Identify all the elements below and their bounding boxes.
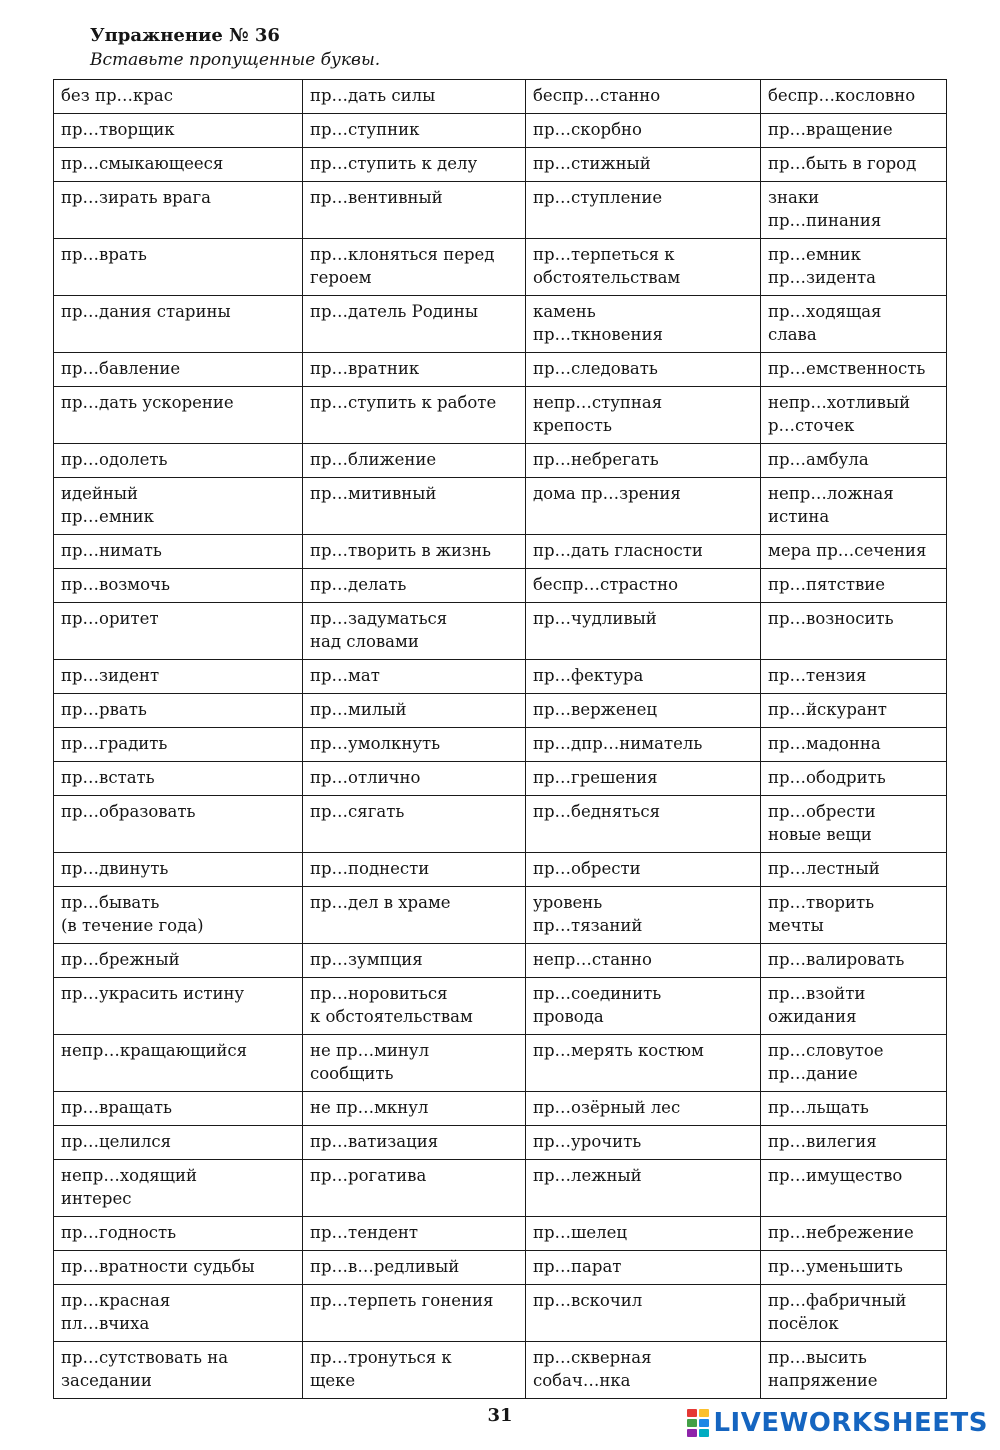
word-cell: пр…тендент xyxy=(303,1217,526,1251)
word-cell: пр…йскурант xyxy=(761,694,947,728)
word-cell: пр…тронуться к щеке xyxy=(303,1342,526,1399)
word-cell: дома пр…зрения xyxy=(526,478,761,535)
word-cell: пр…возмочь xyxy=(54,569,303,603)
table-row xyxy=(54,728,947,762)
word-cell: пр…ватизация xyxy=(303,1126,526,1160)
word-cell: непр…хотливый р…сточек xyxy=(761,387,947,444)
word-cell: пр…терпеть гонения xyxy=(303,1285,526,1342)
word-cell: пр…милый xyxy=(303,694,526,728)
word-cell: пр…умолкнуть xyxy=(303,728,526,762)
word-cell: пр…вентивный xyxy=(303,182,526,239)
word-cell: пр…дать гласности xyxy=(526,535,761,569)
word-cell: пр…норовиться к обстоятельствам xyxy=(303,978,526,1035)
word-cell: пр…вилегия xyxy=(761,1126,947,1160)
word-cell: не пр…минул сообщить xyxy=(303,1035,526,1092)
table-row xyxy=(54,353,947,387)
table-row xyxy=(54,1126,947,1160)
word-cell: пр…творщик xyxy=(54,114,303,148)
word-cell: не пр…мкнул xyxy=(303,1092,526,1126)
word-cell: пр…мерять костюм xyxy=(526,1035,761,1092)
page-number: 31 xyxy=(487,1405,513,1426)
table-row xyxy=(54,1217,947,1251)
word-cell: пр…смыкающееся xyxy=(54,148,303,182)
word-cell: пр…рвать xyxy=(54,694,303,728)
word-cell: пр…целился xyxy=(54,1126,303,1160)
word-cell: пр…вратности судьбы xyxy=(54,1251,303,1285)
table-row xyxy=(54,660,947,694)
word-cell: пр…возносить xyxy=(761,603,947,660)
word-cell: пр…фектура xyxy=(526,660,761,694)
word-cell: непр…станно xyxy=(526,944,761,978)
table-row xyxy=(54,296,947,353)
word-cell: пр…задуматься над словами xyxy=(303,603,526,660)
word-cell: пр…небрежение xyxy=(761,1217,947,1251)
word-cell: непр…ступная крепость xyxy=(526,387,761,444)
word-cell: пр…бедняться xyxy=(526,796,761,853)
word-cell: пр…словутое пр…дание xyxy=(761,1035,947,1092)
word-cell: пр…дпр…ниматель xyxy=(526,728,761,762)
word-cell: пр…чудливый xyxy=(526,603,761,660)
table-row xyxy=(54,944,947,978)
word-cell: знаки пр…пинания xyxy=(761,182,947,239)
exercise-instruction: Вставьте пропущенные буквы. xyxy=(90,50,381,70)
table-row xyxy=(54,569,947,603)
word-cell: пр…ступить к делу xyxy=(303,148,526,182)
word-cell: пр…творить мечты xyxy=(761,887,947,944)
word-cell: пр…ступник xyxy=(303,114,526,148)
word-cell: пр…дания старины xyxy=(54,296,303,353)
table-row xyxy=(54,239,947,296)
word-cell: пр…рогатива xyxy=(303,1160,526,1217)
word-cell: пр…вскочил xyxy=(526,1285,761,1342)
table-row xyxy=(54,148,947,182)
word-cell: пр…образовать xyxy=(54,796,303,853)
word-cell: пр…озёрный лес xyxy=(526,1092,761,1126)
table-row xyxy=(54,1035,947,1092)
word-cell: пр…бавление xyxy=(54,353,303,387)
word-cell: пр…грешения xyxy=(526,762,761,796)
word-cell: пр…емственность xyxy=(761,353,947,387)
table-row xyxy=(54,762,947,796)
table-row xyxy=(54,182,947,239)
table-row xyxy=(54,1092,947,1126)
table-row xyxy=(54,1251,947,1285)
table-row xyxy=(54,114,947,148)
word-cell: беспр…станно xyxy=(526,80,761,114)
word-cell: пр…амбула xyxy=(761,444,947,478)
word-cell: пр…ходящая слава xyxy=(761,296,947,353)
word-cell: пр…взойти ожидания xyxy=(761,978,947,1035)
word-cell: пр…быть в город xyxy=(761,148,947,182)
word-cell: пр…имущество xyxy=(761,1160,947,1217)
word-cell: пр…датель Родины xyxy=(303,296,526,353)
table-row xyxy=(54,978,947,1035)
word-cell: пр…фабричный посёлок xyxy=(761,1285,947,1342)
word-cell: пр…ступление xyxy=(526,182,761,239)
word-cell: пр…обрести новые вещи xyxy=(761,796,947,853)
word-cell: без пр…крас xyxy=(54,80,303,114)
word-cell: пр…урочить xyxy=(526,1126,761,1160)
table-row xyxy=(54,694,947,728)
word-cell: пр…украсить истину xyxy=(54,978,303,1035)
liveworksheets-logo-icon xyxy=(687,1409,709,1437)
word-cell: пр…соединить провода xyxy=(526,978,761,1035)
word-cell: пр…вращать xyxy=(54,1092,303,1126)
word-cell: пр…ближение xyxy=(303,444,526,478)
word-cell: пр…клоняться перед героем xyxy=(303,239,526,296)
word-cell: пр…делать xyxy=(303,569,526,603)
word-cell: пр…дать силы xyxy=(303,80,526,114)
table-row xyxy=(54,535,947,569)
word-cell: пр…лестный xyxy=(761,853,947,887)
word-cell: пр…творить в жизнь xyxy=(303,535,526,569)
word-cell: пр…отлично xyxy=(303,762,526,796)
word-cell: пр…зирать врага xyxy=(54,182,303,239)
word-cell: непр…ходящий интерес xyxy=(54,1160,303,1217)
word-cell: пр…одолеть xyxy=(54,444,303,478)
word-cell: пр…дать ускорение xyxy=(54,387,303,444)
word-cell: пр…уменьшить xyxy=(761,1251,947,1285)
word-cell: пр…сутствовать на заседании xyxy=(54,1342,303,1399)
word-cell: пр…мадонна xyxy=(761,728,947,762)
word-cell: пр…емник пр…зидента xyxy=(761,239,947,296)
table-row xyxy=(54,853,947,887)
table-row xyxy=(54,1160,947,1217)
word-cell: пр…терпеться к обстоятельствам xyxy=(526,239,761,296)
word-cell: пр…зидент xyxy=(54,660,303,694)
exercise-title: Упражнение № 36 xyxy=(90,25,280,46)
word-cell: пр…ободрить xyxy=(761,762,947,796)
word-cell: пр…в…редливый xyxy=(303,1251,526,1285)
word-cell: пр…оритет xyxy=(54,603,303,660)
word-table-body xyxy=(54,80,947,1399)
word-cell: пр…зумпция xyxy=(303,944,526,978)
word-cell: пр…лежный xyxy=(526,1160,761,1217)
word-cell: пр…верженец xyxy=(526,694,761,728)
word-cell: пр…ступить к работе xyxy=(303,387,526,444)
table-row xyxy=(54,887,947,944)
word-cell: пр…дел в храме xyxy=(303,887,526,944)
word-cell: пр…валировать xyxy=(761,944,947,978)
word-cell: пр…митивный xyxy=(303,478,526,535)
word-cell: пр…двинуть xyxy=(54,853,303,887)
word-cell: пр…брежный xyxy=(54,944,303,978)
word-cell: пр…годность xyxy=(54,1217,303,1251)
word-cell: идейный пр…емник xyxy=(54,478,303,535)
word-cell: непр…кращающийся xyxy=(54,1035,303,1092)
word-cell: пр…высить напряжение xyxy=(761,1342,947,1399)
table-row xyxy=(54,603,947,660)
table-row xyxy=(54,1285,947,1342)
word-cell: пр…шелец xyxy=(526,1217,761,1251)
word-cell: пр…врать xyxy=(54,239,303,296)
word-cell: пр…следовать xyxy=(526,353,761,387)
word-cell: пр…стижный xyxy=(526,148,761,182)
word-cell: пр…красная пл…вчиха xyxy=(54,1285,303,1342)
liveworksheets-logo-text: LIVEWORKSHEETS xyxy=(713,1408,988,1438)
word-cell: уровень пр…тязаний xyxy=(526,887,761,944)
word-cell: пр…парат xyxy=(526,1251,761,1285)
table-row xyxy=(54,796,947,853)
word-cell: пр…обрести xyxy=(526,853,761,887)
word-cell: пр…встать xyxy=(54,762,303,796)
word-table xyxy=(53,79,947,1399)
table-row xyxy=(54,80,947,114)
word-cell: пр…тензия xyxy=(761,660,947,694)
word-cell: камень пр…ткновения xyxy=(526,296,761,353)
word-cell: беспр…кословно xyxy=(761,80,947,114)
word-cell: пр…вращение xyxy=(761,114,947,148)
word-cell: пр…пятствие xyxy=(761,569,947,603)
word-cell: пр…вратник xyxy=(303,353,526,387)
word-cell: пр…бывать (в течение года) xyxy=(54,887,303,944)
exercise-heading xyxy=(90,24,380,72)
word-cell: пр…сягать xyxy=(303,796,526,853)
word-cell: пр…льщать xyxy=(761,1092,947,1126)
liveworksheets-logo xyxy=(687,1408,988,1438)
word-cell: беспр…страстно xyxy=(526,569,761,603)
word-cell: пр…нимать xyxy=(54,535,303,569)
table-row xyxy=(54,387,947,444)
word-cell: пр…небрегать xyxy=(526,444,761,478)
word-cell: пр…скверная собач…нка xyxy=(526,1342,761,1399)
table-row xyxy=(54,1342,947,1399)
word-cell: пр…поднести xyxy=(303,853,526,887)
word-cell: непр…ложная истина xyxy=(761,478,947,535)
word-cell: пр…скорбно xyxy=(526,114,761,148)
table-row xyxy=(54,444,947,478)
table-row xyxy=(54,478,947,535)
word-cell: пр…мат xyxy=(303,660,526,694)
word-cell: мера пр…сечения xyxy=(761,535,947,569)
word-cell: пр…градить xyxy=(54,728,303,762)
